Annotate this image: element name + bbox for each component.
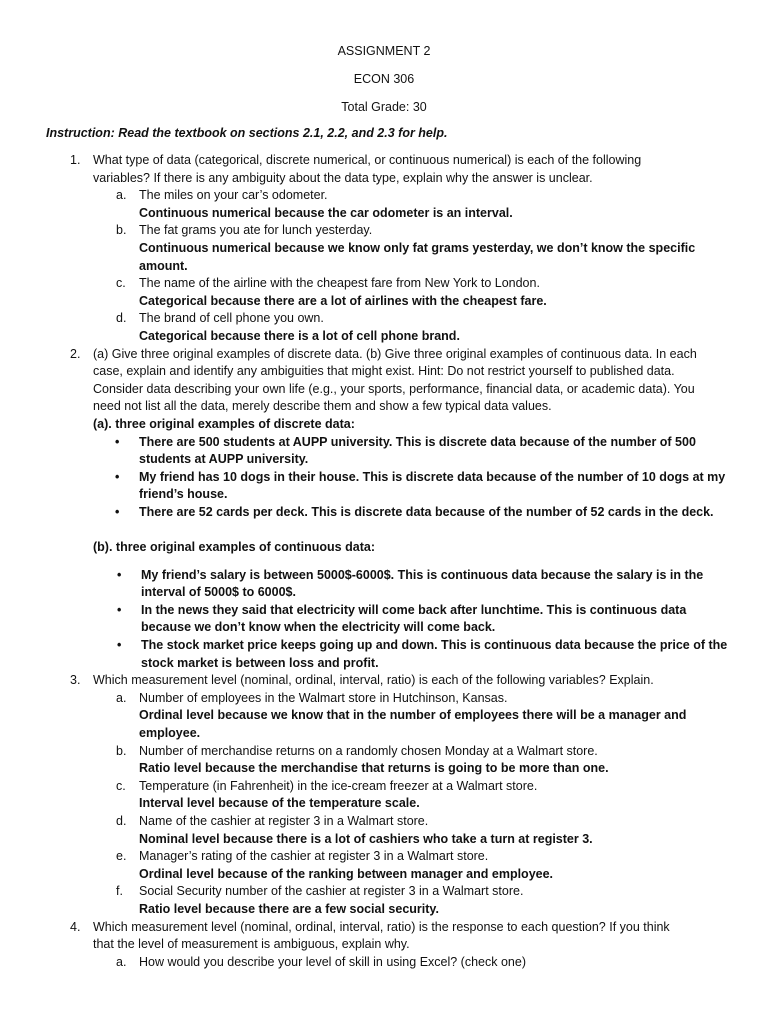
answer-text: Categorical because there is a lot of cell phone brand. bbox=[139, 329, 460, 343]
item-text: Number of merchandise returns on a randomly chosen Monday at a Walmart store. bbox=[139, 743, 598, 758]
question-number: 3. bbox=[70, 673, 81, 688]
question-text: that the level of measurement is ambiguous, explain why. bbox=[93, 937, 410, 952]
bullet-continuation: students at AUPP university. bbox=[139, 452, 309, 467]
bullet-item: • In the news they said that electricity will come back after lunchtime. This is continuous data bbox=[141, 603, 686, 618]
item-letter: c. bbox=[116, 778, 126, 793]
course-code: ECON 306 bbox=[353, 72, 415, 86]
bullet-item: • There are 52 cards per deck. This is discrete data because of the number of 52 cards in the deck. bbox=[139, 505, 714, 520]
item-letter: a. bbox=[116, 954, 127, 969]
item-letter: a. bbox=[116, 690, 127, 705]
item-letter: d. bbox=[116, 311, 127, 326]
item-letter: e. bbox=[116, 849, 127, 864]
question-text: Which measurement level (nominal, ordinal, interval, ratio) is the response to each question? If you think bbox=[93, 919, 670, 934]
item-text: Temperature (in Fahrenheit) in the ice-cream freezer at a Walmart store. bbox=[139, 778, 538, 793]
answer-text: employee. bbox=[139, 726, 201, 740]
answer-text: Continuous numerical because the car odometer is an interval. bbox=[139, 205, 513, 220]
question-text: Which measurement level (nominal, ordinal, interval, ratio) is each of the following variables? Explain. bbox=[93, 673, 654, 688]
question-number: 4. bbox=[70, 919, 81, 934]
bullet-continuation: stock market is between loss and profit. bbox=[141, 655, 379, 670]
question-text: What type of data (categorical, discrete numerical, or continuous numerical) is each of the following bbox=[93, 153, 642, 167]
answer-text: Categorical because there are a lot of airlines with the cheapest fare. bbox=[139, 293, 547, 308]
item-letter: b. bbox=[116, 223, 127, 238]
bullet-item: • My friend has 10 dogs in their house. This is discrete data because of the number of 10 dogs at my bbox=[139, 470, 725, 485]
item-text: The name of the airline with the cheapest fare from New York to London. bbox=[139, 276, 540, 291]
answer-text: Ratio level because the merchandise that returns is going to be more than one. bbox=[139, 761, 609, 776]
bullet-item: • There are 500 students at AUPP university. This is discrete data because of the number of 500 bbox=[139, 435, 696, 450]
answer-text: Continuous numerical because we know only fat grams yesterday, we don’t know the specific bbox=[139, 241, 696, 255]
item-text: Name of the cashier at register 3 in a Walmart store. bbox=[139, 814, 429, 828]
question-text: case, explain and identify any ambiguities that might exist. Hint: Do not restrict yourself to published data. bbox=[93, 364, 675, 379]
answer-text: Ratio level because there are a few social security. bbox=[139, 902, 439, 916]
item-letter: d. bbox=[116, 814, 127, 828]
item-text: The fat grams you ate for lunch yesterday. bbox=[139, 223, 373, 238]
total-grade: Total Grade: 30 bbox=[341, 100, 427, 114]
question-text: Consider data describing your own life (e.g., your sports, performance, financial data, or academic data). You bbox=[93, 381, 695, 396]
section-heading: (a). three original examples of discrete data: bbox=[93, 417, 355, 431]
section-heading: (b). three original examples of continuous data: bbox=[93, 539, 375, 554]
answer-text: Ordinal level because of the ranking between manager and employee. bbox=[139, 866, 554, 881]
bullet-continuation: interval of 5000$ to 6000$. bbox=[141, 585, 296, 600]
item-text: The miles on your car’s odometer. bbox=[139, 188, 328, 203]
bullet-item: • The stock market price keeps going up and down. This is continuous data because the price of the bbox=[141, 638, 727, 653]
assignment-title: ASSIGNMENT 2 bbox=[337, 44, 431, 58]
item-text: Social Security number of the cashier at register 3 in a Walmart store. bbox=[139, 884, 524, 899]
instruction-text: Instruction: Read the textbook on sections 2.1, 2.2, and 2.3 for help. bbox=[46, 126, 448, 140]
bullet-item: • My friend’s salary is between 5000$-6000$. This is continuous data because the salary is in the bbox=[141, 568, 703, 583]
answer-text: Ordinal level because we know that in the number of employees there will be a manager and bbox=[139, 708, 687, 723]
question-text: (a) Give three original examples of discrete data. (b) Give three original examples of continuous data. In each bbox=[93, 346, 697, 361]
item-text: Manager’s rating of the cashier at register 3 in a Walmart store. bbox=[139, 849, 489, 864]
question-number: 2. bbox=[70, 346, 81, 361]
item-letter: b. bbox=[116, 743, 127, 758]
bullet-continuation: friend’s house. bbox=[139, 487, 228, 502]
item-letter: a. bbox=[116, 188, 127, 203]
bullet-continuation: because we don’t know when the electricity will come back. bbox=[141, 620, 496, 635]
answer-text: amount. bbox=[139, 258, 188, 273]
item-text: How would you describe your level of skill in using Excel? (check one) bbox=[139, 954, 526, 969]
item-letter: f. bbox=[116, 884, 123, 899]
answer-text: Interval level because of the temperature scale. bbox=[139, 796, 420, 811]
item-text: Number of employees in the Walmart store in Hutchinson, Kansas. bbox=[139, 690, 508, 705]
answer-text: Nominal level because there is a lot of cashiers who take a turn at register 3. bbox=[139, 831, 593, 846]
question-text: need not list all the data, merely describe them and show a few typical data values. bbox=[93, 399, 552, 414]
question-number: 1. bbox=[70, 153, 81, 167]
item-text: The brand of cell phone you own. bbox=[139, 311, 324, 326]
item-letter: c. bbox=[116, 276, 126, 291]
question-text: variables? If there is any ambiguity about the data type, explain why the answer is unclear. bbox=[93, 170, 593, 185]
